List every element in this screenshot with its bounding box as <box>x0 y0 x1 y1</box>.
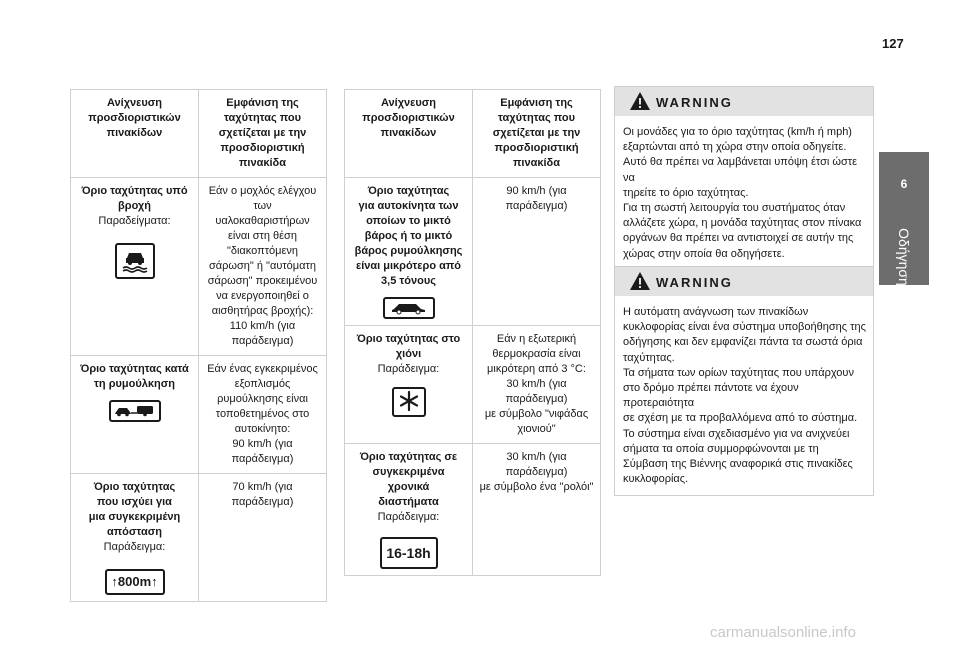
snowflake-icon <box>392 387 426 417</box>
towing-sign-icon <box>109 400 161 422</box>
sign-table-middle <box>344 89 601 576</box>
row-title: Όριο ταχύτητας κατά τη ρυμούλκηση <box>80 363 189 390</box>
table-row <box>71 178 327 356</box>
row-value: 70 km/h (για παράδειγμα) <box>199 474 327 602</box>
distance-sign-text: 800m <box>117 574 152 589</box>
page-number: 127 <box>882 36 904 51</box>
warning-box <box>614 266 874 496</box>
warning-text: Η αυτόματη ανάγνωση των πινακίδων κυκλοφορίας είναι ένα σύστημα υποβοήθησης της οδήγησης και δεν εμφανίζει πάντα τα σωστά όρια ταχύτητας. Τα σήματα των ορίων ταχύτητας που υπάρχουν στο δρόμο πρέπει πάντοτε να έχουν προτεραιότητα σε σχέση με τα προβαλλόμενα από το σύστημα. Το σύστημα είναι σχεδιασμένο για να ανιχνεύει σήματα τα οποία συμμορφώνονται με τη Σύμβαση της Βιέννης αναφορικά στις πινακίδες κυκλοφορίας. <box>623 306 866 486</box>
chapter-number: 6 <box>900 177 908 191</box>
warning-text: Οι μονάδες για το όριο ταχύτητας (km/h ή mph) εξαρτώνται από τη χώρα στην οποία οδηγείτε. Αυτό θα πρέπει να λαμβάνεται υπόψη έτσι ώστε να τηρείτε το όριο ταχύτητας. Για τη σωστή λειτουργία του συστήματος όταν αλλάζετε χώρα, η μονάδα ταχύτητας στον πίνακα οργάνων θα πρέπει να αντιστοιχεί σε αυτήν της χώρας στην οποία θα οδηγήσετε. <box>623 126 862 260</box>
arrow-up-icon: ↑ <box>151 574 158 589</box>
sign-table-left <box>70 89 327 602</box>
warning-title: WARNING <box>656 95 733 110</box>
row-value: 90 km/h (για παράδειγμα) <box>473 178 601 326</box>
table-header-detection: Ανίχνευση προσδιοριστικών πινακίδων <box>71 90 199 178</box>
wet-road-sign-icon <box>115 243 155 279</box>
arrow-up-icon: ↑ <box>111 574 118 589</box>
time-sign: 16-18h <box>380 537 438 569</box>
distance-sign <box>105 569 165 595</box>
row-title: Όριο ταχύτητας υπό βροχή <box>81 185 188 212</box>
row-title: Όριο ταχύτητας που ισχύει για μια συγκεκριμένη απόσταση <box>88 481 181 538</box>
table-header-display: Εμφάνιση της ταχύτητας που σχετίζεται με την προσδιοριστική πινακίδα <box>199 90 327 178</box>
row-title: Όριο ταχύτητας στο χιόνι <box>356 333 461 360</box>
row-subtitle: Παράδειγμα: <box>377 511 440 523</box>
row-subtitle: Παραδείγματα: <box>98 215 171 227</box>
warning-box <box>614 86 874 271</box>
table-row <box>345 326 601 444</box>
warning-header <box>615 87 873 116</box>
table-row <box>345 444 601 576</box>
table-row <box>71 474 327 602</box>
table-header-detection: Ανίχνευση προσδιοριστικών πινακίδων <box>345 90 473 178</box>
row-value: Εάν η εξωτερική θερμοκρασία είναι μικρότερη από 3 °C: 30 km/h (για παράδειγμα) με σύμβολο "νιφάδας χιονιού" <box>473 326 601 444</box>
row-subtitle: Παράδειγμα: <box>377 363 440 375</box>
car-sign-icon <box>383 297 435 319</box>
row-value: Εάν ένας εγκεκριμένος εξοπλισμός ρυμούλκησης είναι τοποθετημένος στο αυτοκίνητο: 90 km/h (για παράδειγμα) <box>199 356 327 474</box>
row-value: 30 km/h (για παράδειγμα) με σύμβολο ένα "ρολόι" <box>473 444 601 576</box>
chapter-label: Οδήγηση <box>896 228 912 286</box>
row-title: Όριο ταχύτητας για αυτοκίνητα των οποίων το μικτό βάρος ή το μικτό βάρος ρυμούλκησης είναι μικρότερο από 3,5 τόνους <box>354 185 463 287</box>
row-title: Όριο ταχύτητας σε συγκεκριμένα χρονικά διαστήματα <box>359 451 458 508</box>
warning-triangle-icon <box>629 271 651 291</box>
warning-title: WARNING <box>656 275 733 290</box>
warning-triangle-icon <box>629 91 651 111</box>
table-row <box>345 178 601 326</box>
row-value: Εάν ο μοχλός ελέγχου των υαλοκαθαριστήρων είναι στη θέση "διακοπτόμενη σάρωση" ή "αυτόματη σάρωση" προκειμένου να ενεργοποιηθεί ο αισθητήρας βροχής): 110 km/h (για παράδειγμα) <box>199 178 327 356</box>
chapter-tab[interactable] <box>879 152 929 285</box>
table-row <box>71 356 327 474</box>
row-subtitle: Παράδειγμα: <box>103 541 166 553</box>
table-header-display: Εμφάνιση της ταχύτητας που σχετίζεται με την προσδιοριστική πινακίδα <box>473 90 601 178</box>
warning-header <box>615 267 873 296</box>
watermark: carmanualsonline.info <box>710 624 856 641</box>
